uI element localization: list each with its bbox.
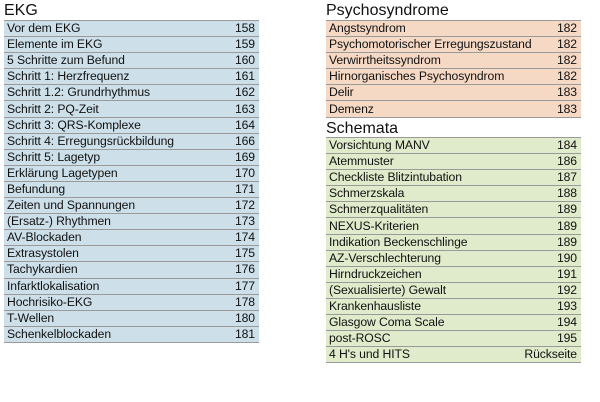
toc-entry-label: Hirnorganisches Psychosyndrom: [326, 69, 554, 85]
toc-entry[interactable]: [326, 21, 581, 37]
toc-entry-page: 177: [228, 278, 259, 294]
toc-entry[interactable]: [326, 154, 581, 170]
toc-entry-label: NEXUS-Kriterien: [326, 218, 521, 234]
toc-entry[interactable]: [4, 21, 259, 37]
toc-entry-page: 189: [521, 234, 581, 250]
toc-entry-page: 173: [228, 214, 259, 230]
toc-entry[interactable]: [4, 69, 259, 85]
toc-entry-label: T-Wellen: [4, 310, 228, 326]
toc-entry[interactable]: [4, 198, 259, 214]
toc-entry-label: Befundung: [4, 181, 228, 197]
toc-entry[interactable]: [4, 310, 259, 326]
toc-entry[interactable]: [4, 101, 259, 117]
toc-entry[interactable]: [326, 186, 581, 202]
toc-entry[interactable]: [326, 298, 581, 314]
toc-entry-label: AZ-Verschlechterung: [326, 250, 521, 266]
toc-entry[interactable]: [4, 230, 259, 246]
toc-entry-page: 188: [521, 186, 581, 202]
toc-entry[interactable]: [4, 326, 259, 342]
toc-entry-page: 183: [554, 101, 581, 117]
toc-entry[interactable]: [326, 266, 581, 282]
toc-entry-page: 195: [521, 331, 581, 347]
toc-table-ekg: [4, 20, 259, 343]
toc-entry-label: 4 H's und HITS: [326, 347, 521, 363]
toc-entry[interactable]: [4, 246, 259, 262]
toc-entry-page: 172: [228, 198, 259, 214]
toc-entry[interactable]: [326, 282, 581, 298]
toc-entry-page: 182: [554, 69, 581, 85]
toc-entry-page: Rückseite: [521, 347, 581, 363]
toc-entry-label: Schritt 1.2: Grundrhythmus: [4, 85, 228, 101]
toc-entry-label: Checkliste Blitzintubation: [326, 170, 521, 186]
toc-entry[interactable]: [4, 294, 259, 310]
toc-entry-label: AV-Blockaden: [4, 230, 228, 246]
toc-entry-page: 174: [228, 230, 259, 246]
toc-entry-label: Schmerzqualitäten: [326, 202, 521, 218]
toc-table-schemata: [326, 137, 581, 363]
toc-entry-page: 176: [228, 262, 259, 278]
toc-entry[interactable]: [326, 218, 581, 234]
toc-entry-label: Schritt 3: QRS-Komplexe: [4, 117, 228, 133]
toc-entry-label: Schmerzskala: [326, 186, 521, 202]
toc-entry-label: Demenz: [326, 101, 554, 117]
toc-entry-label: Krankenhausliste: [326, 298, 521, 314]
toc-entry-page: 191: [521, 266, 581, 282]
toc-entry-label: Schritt 5: Lagetyp: [4, 149, 228, 165]
toc-entry-page: 170: [228, 165, 259, 181]
toc-entry-label: Indikation Beckenschlinge: [326, 234, 521, 250]
toc-entry-page: 171: [228, 181, 259, 197]
toc-entry-page: 192: [521, 282, 581, 298]
toc-entry-page: 182: [554, 37, 581, 53]
toc-entry-page: 164: [228, 117, 259, 133]
toc-entry[interactable]: [326, 331, 581, 347]
toc-entry[interactable]: [4, 85, 259, 101]
toc-entry[interactable]: [4, 181, 259, 197]
toc-entry-label: 5 Schritte zum Befund: [4, 53, 228, 69]
toc-entry-label: Glasgow Coma Scale: [326, 315, 521, 331]
toc-entry-label: Erklärung Lagetypen: [4, 165, 228, 181]
toc-entry-label: Angstsyndrom: [326, 21, 554, 37]
toc-entry-page: 180: [228, 310, 259, 326]
toc-entry-label: Infarktlokalisation: [4, 278, 228, 294]
toc-entry-page: 187: [521, 170, 581, 186]
toc-entry-label: Atemmuster: [326, 154, 521, 170]
toc-entry-label: Psychomotorischer Erregungszustand: [326, 37, 554, 53]
toc-entry-label: Elemente im EKG: [4, 37, 228, 53]
toc-entry[interactable]: [4, 53, 259, 69]
toc-entry[interactable]: [326, 250, 581, 266]
toc-entry-label: Schenkelblockaden: [4, 326, 228, 342]
toc-entry[interactable]: [4, 37, 259, 53]
section-title-schemata: Schemata: [326, 120, 399, 137]
toc-entry-page: 181: [228, 326, 259, 342]
toc-entry[interactable]: [326, 69, 581, 85]
toc-entry-page: 183: [554, 85, 581, 101]
toc-entry[interactable]: [326, 53, 581, 69]
toc-entry-label: Schritt 2: PQ-Zeit: [4, 101, 228, 117]
toc-entry-label: Hochrisiko-EKG: [4, 294, 228, 310]
toc-entry-page: 169: [228, 149, 259, 165]
toc-entry-page: 189: [521, 202, 581, 218]
toc-entry-page: 194: [521, 315, 581, 331]
toc-entry-label: Zeiten und Spannungen: [4, 198, 228, 214]
toc-entry[interactable]: [4, 262, 259, 278]
toc-entry-label: Hirndruckzeichen: [326, 266, 521, 282]
toc-entry[interactable]: [326, 37, 581, 53]
toc-entry[interactable]: [326, 170, 581, 186]
toc-entry[interactable]: [326, 202, 581, 218]
toc-entry-page: 175: [228, 246, 259, 262]
toc-entry-label: (Ersatz-) Rhythmen: [4, 214, 228, 230]
toc-entry-page: 190: [521, 250, 581, 266]
toc-entry-page: 193: [521, 298, 581, 314]
toc-entry[interactable]: [4, 278, 259, 294]
toc-entry[interactable]: [326, 347, 581, 363]
toc-table-psychosyndrome: [326, 20, 581, 118]
toc-entry-label: Tachykardien: [4, 262, 228, 278]
section-title-ekg: EKG: [4, 2, 38, 19]
toc-entry-label: Schritt 1: Herzfrequenz: [4, 69, 228, 85]
toc-entry[interactable]: [4, 117, 259, 133]
toc-entry-label: (Sexualisierte) Gewalt: [326, 282, 521, 298]
toc-entry-page: 162: [228, 85, 259, 101]
toc-entry-page: 184: [521, 138, 581, 154]
toc-entry-page: 160: [228, 53, 259, 69]
toc-entry[interactable]: [326, 138, 581, 154]
toc-entry-page: 163: [228, 101, 259, 117]
toc-entry-label: Extrasystolen: [4, 246, 228, 262]
toc-entry-page: 158: [228, 21, 259, 37]
toc-entry[interactable]: [4, 133, 259, 149]
toc-entry[interactable]: [4, 149, 259, 165]
toc-entry-label: Schritt 4: Erregungsrückbildung: [4, 133, 228, 149]
toc-entry[interactable]: [326, 315, 581, 331]
toc-entry[interactable]: [4, 165, 259, 181]
toc-entry[interactable]: [326, 85, 581, 101]
section-title-psychosyndrome: Psychosyndrome: [326, 2, 449, 19]
toc-entry-label: post-ROSC: [326, 331, 521, 347]
toc-entry-page: 159: [228, 37, 259, 53]
toc-entry-label: Delir: [326, 85, 554, 101]
toc-entry-page: 182: [554, 53, 581, 69]
toc-entry-page: 166: [228, 133, 259, 149]
toc-entry[interactable]: [326, 101, 581, 117]
toc-entry-page: 189: [521, 218, 581, 234]
toc-entry-label: Verwirrtheitssyndrom: [326, 53, 554, 69]
toc-entry[interactable]: [326, 234, 581, 250]
toc-entry-page: 161: [228, 69, 259, 85]
toc-entry[interactable]: [4, 214, 259, 230]
toc-entry-label: Vor dem EKG: [4, 21, 228, 37]
toc-entry-page: 182: [554, 21, 581, 37]
toc-entry-page: 186: [521, 154, 581, 170]
toc-entry-page: 178: [228, 294, 259, 310]
toc-entry-label: Vorsichtung MANV: [326, 138, 521, 154]
